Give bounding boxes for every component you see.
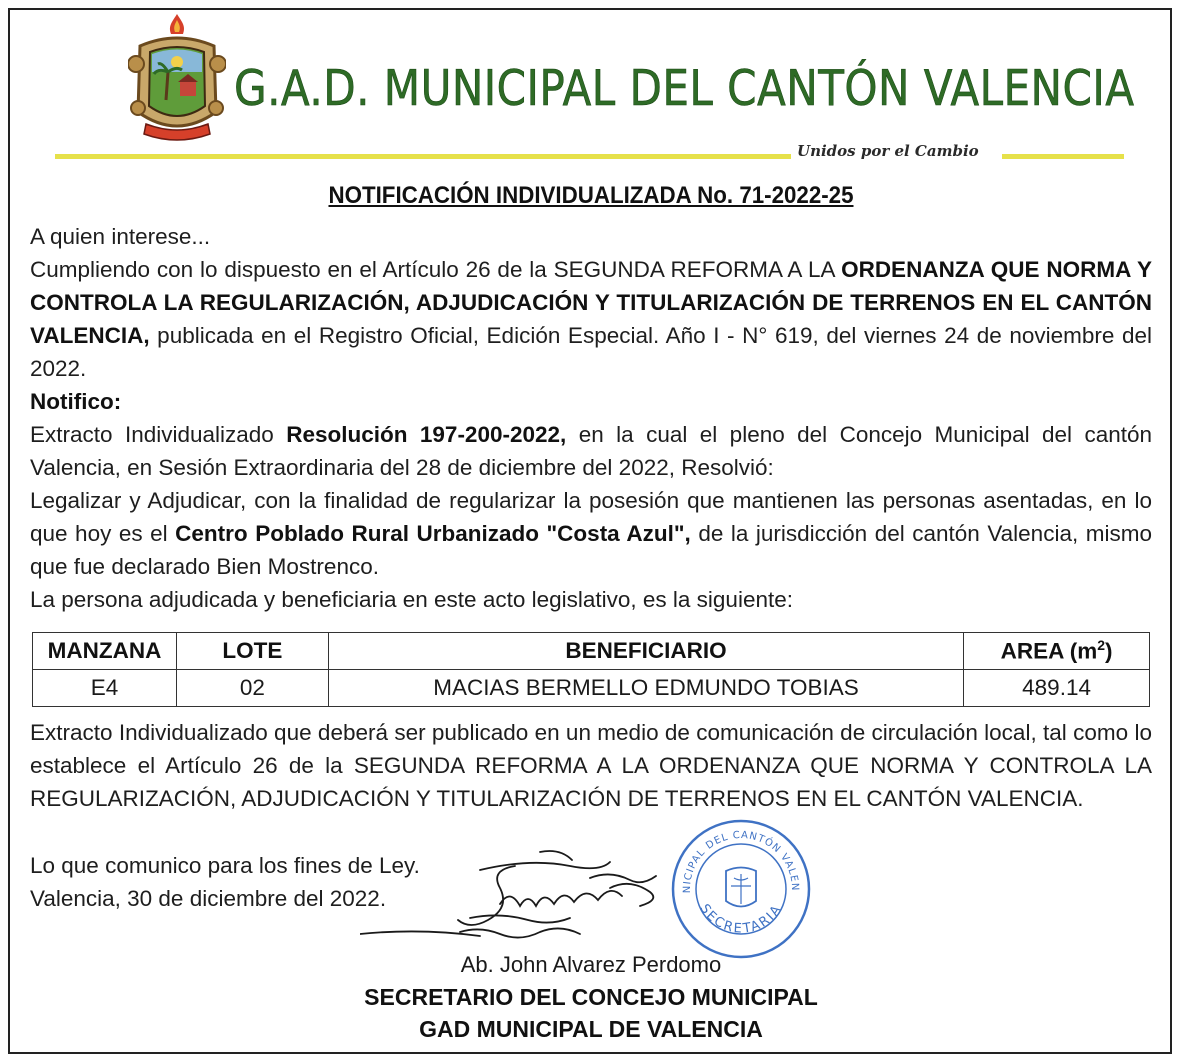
greeting: A quien interese... bbox=[30, 224, 211, 249]
table-row bbox=[33, 670, 1150, 707]
paragraph-resolution-rest: en la cual el pleno del Concejo Municipal del cantón Valencia, en Sesión Extraordinaria del 28 de diciembre del 2022, Resolvió: bbox=[30, 422, 1153, 480]
header-lote: LOTE bbox=[176, 633, 328, 670]
stamp-bottom-text: SECRETARIA bbox=[696, 901, 786, 937]
publication-info: publicada en el Registro Oficial, Edición Especial. Año I - N° 619, del viernes 24 de noviembre del 2022. bbox=[30, 323, 1152, 381]
paragraph-adjudication-rest: de la jurisdicción del cantón Valencia, mismo que fue declarado Bien Mostrenco. bbox=[30, 521, 1152, 579]
header-area-text: AREA (m bbox=[1000, 638, 1098, 664]
signer-name: Ab. John Alvarez Perdomo bbox=[460, 952, 722, 977]
table-header-row bbox=[33, 633, 1150, 670]
cell-area: 489.14 bbox=[964, 670, 1150, 707]
resolution-number: Resolución 197-200-2022, bbox=[286, 422, 567, 447]
paragraph-resolution-intro: Extracto Individualizado bbox=[30, 422, 287, 447]
header-area-close: ) bbox=[1105, 638, 1113, 664]
center-name: Centro Poblado Rural Urbanizado "Costa Azul", bbox=[175, 521, 691, 546]
header-divider-right bbox=[1002, 154, 1124, 159]
signer-organization: GAD MUNICIPAL DE VALENCIA bbox=[419, 1016, 763, 1042]
header-area bbox=[964, 633, 1150, 670]
document-title: NOTIFICACIÓN INDIVIDUALIZADA No. 71-2022-25 bbox=[328, 182, 854, 209]
header-manzana: MANZANA bbox=[33, 633, 177, 670]
ordinance-name: ORDENANZA QUE NORMA Y CONTROLA LA REGULARIZACIÓN, ADJUDICACIÓN Y TITULARIZACIÓN DE TERRENOS EN EL CANTÓN VALENCIA, bbox=[30, 257, 1152, 348]
cell-manzana: E4 bbox=[33, 670, 177, 707]
org-title: G.A.D. MUNICIPAL DEL CANTÓN VALENCIA bbox=[234, 60, 1135, 117]
municipal-seal-icon bbox=[128, 12, 226, 148]
signer-role: SECRETARIO DEL CONCEJO MUNICIPAL bbox=[364, 984, 818, 1010]
beneficiary-table bbox=[32, 632, 1150, 707]
secretary-stamp-icon bbox=[668, 816, 814, 962]
place-date: Valencia, 30 de diciembre del 2022. bbox=[30, 886, 387, 911]
paragraph-resolution bbox=[30, 418, 1152, 484]
paragraph-beneficiary-intro: La persona adjudicada y beneficiaria en este acto legislativo, es la siguiente: bbox=[30, 587, 793, 612]
notifico-label-text: Notifico: bbox=[30, 389, 122, 414]
cell-lote: 02 bbox=[176, 670, 328, 707]
cell-beneficiario: MACIAS BERMELLO EDMUNDO TOBIAS bbox=[328, 670, 963, 707]
header-beneficiario: BENEFICIARIO bbox=[328, 633, 963, 670]
header-divider-left bbox=[55, 154, 791, 159]
svg-text:MUNICIPAL DEL CANTÓN VALENCIA bbox=[668, 816, 800, 893]
paragraph-ordinance bbox=[30, 253, 1152, 385]
closing-line: Lo que comunico para los fines de Ley. bbox=[30, 853, 420, 878]
paragraph-adjudication-intro: Legalizar y Adjudicar, con la finalidad de regularizar la posesión que mantienen las personas asentadas, en lo que hoy es el bbox=[30, 488, 1152, 546]
header-area-sup: 2 bbox=[1097, 637, 1106, 654]
stamp-top-text: NICIPAL DEL CANTÓN VALEN bbox=[681, 829, 801, 894]
paragraph-adjudication bbox=[30, 484, 1152, 583]
slogan: Unidos por el Cambio bbox=[797, 142, 979, 160]
notifico-label bbox=[30, 385, 1152, 418]
paragraph-publication: Extracto Individualizado que deberá ser publicado en un medio de comunicación de circulación local, tal como lo establece el Artículo 26 de la SEGUNDA REFORMA A LA ORDENANZA QUE NORMA Y CONTROLA LA REGULARIZACIÓN, ADJUDICACIÓN Y TITULARIZACIÓN DE TERRENOS EN EL CANTÓN VALENCIA. bbox=[30, 720, 1152, 811]
paragraph-ordinance-intro: Cumpliendo con lo dispuesto en el Artículo 26 de la SEGUNDA REFORMA A LA bbox=[30, 257, 842, 282]
handwritten-signature bbox=[360, 848, 680, 958]
